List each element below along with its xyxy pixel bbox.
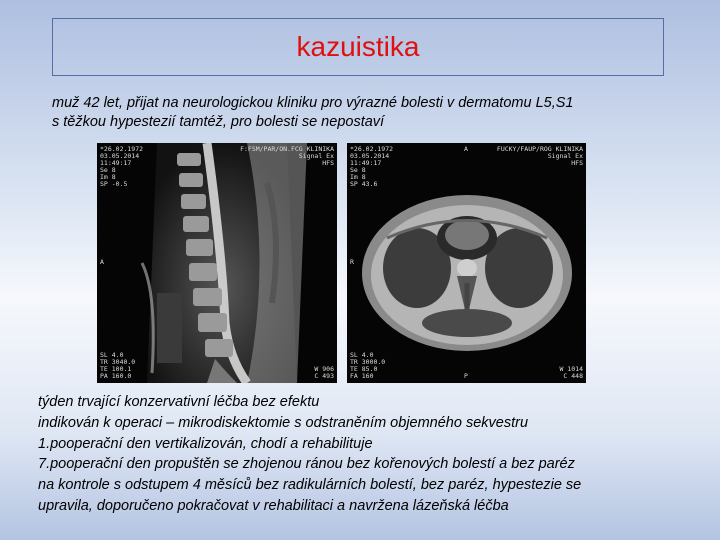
scan-info-top-left: *26.02.1972 03.05.2014 11:49:17 Se 8 Im 8 SP 43.6 <box>350 145 394 188</box>
intro-line: s těžkou hypestezií tamtéž, pro bolesti se nepostaví <box>52 114 385 130</box>
slide-title: kazuistika <box>296 31 420 62</box>
description-line: na kontrole s odstupem 4 měsíců bez radikulárních bolestí, bez paréz, hypestezie se <box>38 477 582 494</box>
scan-info-bottom-right: W 906 C 493 <box>314 365 334 380</box>
description-line: 7.pooperační den propuštěn se zhojenou ránou bez kořenových bolestí a bez paréz <box>38 456 575 473</box>
scan-info-top-left: *26.02.1972 03.05.2014 11:49:17 Se 8 Im 8 SP -0.5 <box>100 145 144 188</box>
scan-info-top-right: F:FSM/PAR/ON.FCG KLINIKA Signal Ex HFS <box>240 145 334 167</box>
axial-mri-image <box>347 143 586 383</box>
intro-text <box>52 94 692 132</box>
description-line: 1.pooperační den vertikalizován, chodí a rehabilituje <box>38 435 373 452</box>
description-line: upravila, doporučeno pokračovat v rehabilitaci a navržena lázeňská léčba <box>38 497 509 514</box>
description-line: týden trvající konzervativní léčba bez efektu <box>38 394 320 410</box>
description-line: indikován k operaci – mikrodiskektomie s odstraněním objemného sekvestru <box>38 414 529 431</box>
intro-line: muž 42 let, přijat na neurologickou kliniku pro výrazné bolesti v dermatomu L5,S1 <box>52 95 574 111</box>
scan-info-bottom-left: SL 4.0 TR 3040.0 TE 100.1 PA 160.0 <box>100 351 136 380</box>
scan-info-bottom-left: SL 4.0 TR 3000.0 TE 85.0 FA 160 <box>350 351 386 380</box>
orientation-marker-left: R <box>350 258 354 266</box>
case-description <box>38 392 708 517</box>
title-box <box>52 18 664 76</box>
scan-info-bottom-right: W 1014 C 448 <box>559 365 583 380</box>
orientation-marker-bottom: P <box>464 372 468 380</box>
orientation-marker: A <box>100 258 104 266</box>
sagittal-mri-image <box>97 143 337 383</box>
scan-info-top-right: FUCKY/FAUP/ROG KLINIKA Signal Ex HFS <box>496 145 583 167</box>
orientation-marker-top: A <box>464 145 468 153</box>
